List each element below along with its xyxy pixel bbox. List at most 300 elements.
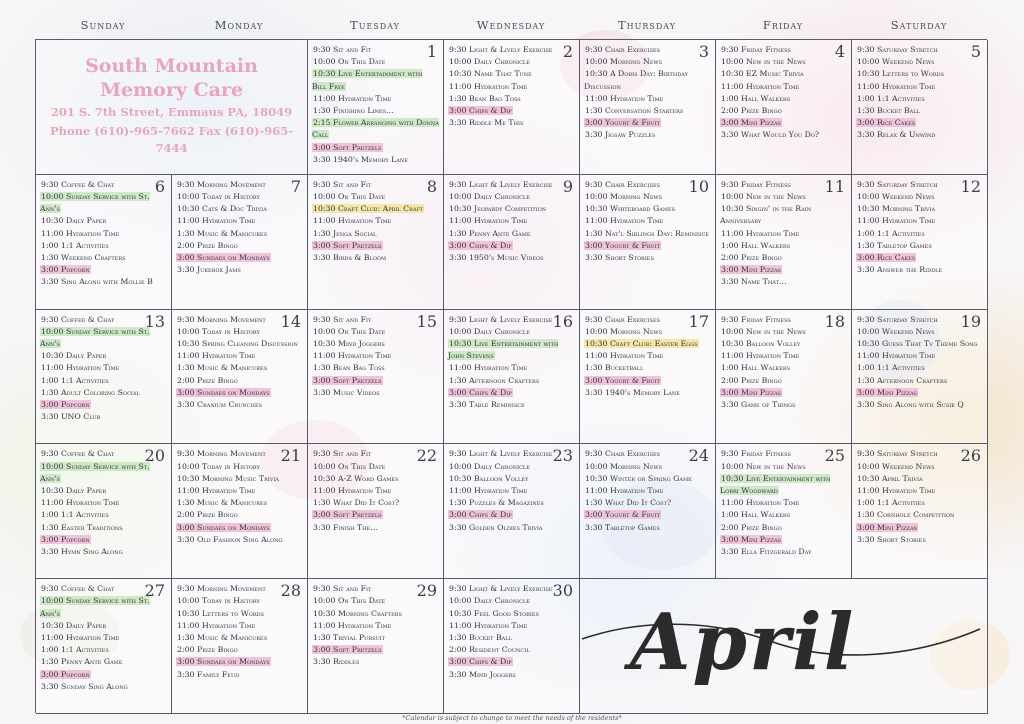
- event-text: 11:00 Hydration Time: [721, 498, 800, 508]
- event-item: [584, 68, 711, 92]
- event-item: [312, 522, 439, 534]
- day-cell: [852, 40, 988, 175]
- event-text: 9:30 Saturday Stretch: [857, 45, 938, 54]
- event-item: [312, 485, 439, 497]
- event-text: 1:00 Hall Walkers: [721, 363, 791, 373]
- event-text: 9:30 Chair Exercises: [585, 449, 661, 459]
- event-text: 3:30 1940's Memory Lane: [313, 154, 408, 164]
- event-item: [448, 228, 575, 240]
- event-text: 3:30 Table Reminisce: [449, 400, 525, 410]
- event-text: 3:30 Name That…: [721, 277, 787, 287]
- event-text: 10:30 Balloon Volley: [449, 473, 529, 483]
- event-text: 10:00 On This Date: [313, 57, 386, 67]
- event-text: 1:30 What Did It Cost?: [313, 498, 400, 508]
- event-item: [856, 387, 983, 399]
- event-item: [856, 497, 983, 509]
- event-item: [312, 375, 439, 387]
- event-text: 3:30 Old Fashion Sing Along: [177, 534, 283, 544]
- event-text: 11:00 Hydration Time: [585, 216, 664, 226]
- event-text: 10:00 Morning News: [585, 326, 663, 336]
- event-text: 9:30 Light & Lively Exercise: [449, 45, 553, 54]
- event-item: [312, 632, 439, 644]
- event-text: 3:30 Short Stories: [585, 253, 654, 263]
- event-text: 10:30 Letters to Words: [857, 69, 945, 79]
- day-cell: [308, 310, 444, 445]
- event-item: [40, 509, 167, 521]
- day-cell: [580, 444, 716, 579]
- day-cell: [172, 444, 308, 579]
- event-text: 1:30 Music & Manicures: [177, 498, 268, 508]
- event-text: 3:00 Soft Pretzels: [313, 645, 382, 655]
- event-item: [584, 375, 711, 387]
- event-text: 1:30 Music & Manicures: [177, 363, 268, 373]
- event-text: 3:30 Relax & Unwind: [857, 130, 936, 140]
- event-text: 3:30 Riddles: [313, 657, 360, 667]
- event-item: [856, 399, 983, 411]
- event-item: [312, 656, 439, 668]
- facility-name-line1: South Mountain: [85, 55, 258, 77]
- day-number: 15: [416, 311, 437, 331]
- event-text: 9:30 Coffee & Chat: [41, 449, 115, 459]
- event-text: 11:00 Hydration Time: [177, 620, 256, 630]
- day-number: 11: [824, 176, 845, 196]
- day-number: 19: [960, 311, 981, 331]
- event-item: [312, 620, 439, 632]
- month-name: April: [630, 597, 856, 689]
- event-item: [448, 632, 575, 644]
- event-text: 11:00 Hydration Time: [41, 228, 120, 238]
- event-text: 1:30 Afternoon Crafters: [857, 375, 948, 385]
- event-text: 9:30 Chair Exercises: [585, 179, 661, 189]
- event-text: 3:30 UNO Club: [41, 412, 101, 422]
- event-item: [176, 632, 303, 644]
- event-item: [584, 387, 711, 399]
- event-item: [40, 546, 167, 558]
- day-number: 27: [144, 581, 165, 601]
- event-item: [584, 228, 711, 240]
- event-item: [176, 534, 303, 546]
- day-cell: [308, 40, 444, 175]
- event-text: 3:30 Sunday Sing Along: [41, 681, 128, 691]
- event-item: [312, 228, 439, 240]
- event-text: 9:30 Saturday Stretch: [857, 449, 938, 459]
- event-item: [312, 608, 439, 620]
- event-text: 9:30 Coffee & Chat: [41, 179, 115, 189]
- event-text: 3:30 1950's Music Videos: [449, 253, 544, 263]
- event-item: [312, 509, 439, 521]
- event-item: [448, 44, 575, 56]
- event-text: 3:00 Sundaes on Mondays: [177, 253, 270, 263]
- event-item: [584, 252, 711, 264]
- event-item: [448, 375, 575, 387]
- event-text: 1:00 Hall Walkers: [721, 93, 791, 103]
- event-item: [584, 240, 711, 252]
- event-text: 1:00 1:1 Activities: [857, 498, 925, 508]
- day-cell: [580, 310, 716, 445]
- event-item: [40, 522, 167, 534]
- event-text: 10:00 Today in History: [177, 461, 260, 471]
- event-item: [856, 362, 983, 374]
- event-item: [720, 81, 847, 93]
- event-list: [580, 40, 715, 142]
- day-number: 8: [426, 176, 437, 196]
- event-text: 2:00 Prize Bingo: [721, 253, 782, 263]
- event-text: 1:30 Adult Coloring Social: [41, 387, 140, 397]
- footer-note: *Calendar is subject to change to meet the needs of the residents*: [402, 714, 622, 722]
- event-text: 10:30 A-Z Word Games: [313, 473, 399, 483]
- event-text: 9:30 Chair Exercises: [585, 314, 661, 324]
- event-text: 2:00 Prize Bingo: [721, 522, 782, 532]
- event-text: 11:00 Hydration Time: [313, 620, 392, 630]
- event-item: [40, 375, 167, 387]
- event-text: 10:30 April Trivia: [857, 473, 923, 483]
- event-text: 11:00 Hydration Time: [177, 216, 256, 226]
- event-text: 1:00 1:1 Activities: [41, 510, 109, 520]
- event-text: 3:30 Mind Joggers: [449, 669, 516, 679]
- event-text: 11:00 Hydration Time: [585, 486, 664, 495]
- event-text: 1:30 Penny Ante Game: [449, 228, 531, 238]
- event-item: [448, 522, 575, 534]
- event-item: [176, 608, 303, 620]
- event-text: 1:30 What Did It Cost?: [585, 498, 672, 508]
- event-text: 10:30 Live Entertainment with Lorri Woodward: [720, 473, 831, 495]
- event-text: 1:30 Weekend Crafters: [41, 253, 126, 263]
- event-item: [40, 632, 167, 644]
- event-text: 3:30 Cranium Crunches: [177, 400, 263, 410]
- event-item: [584, 203, 711, 215]
- event-text: 10:30 Jeopardy Competition: [449, 204, 547, 214]
- event-text: 1:30 Finishing Lines…: [313, 106, 394, 116]
- event-text: 3:00 Mini Pizzas: [857, 387, 917, 397]
- day-cell: [36, 175, 172, 310]
- event-item: [856, 240, 983, 252]
- event-text: 3:00 Sundaes on Mondays: [177, 657, 270, 667]
- event-text: 11:00 Hydration Time: [177, 486, 256, 495]
- event-text: 10:00 On This Date: [313, 461, 386, 471]
- event-text: 11:00 Hydration Time: [449, 620, 528, 630]
- event-list: [308, 175, 443, 264]
- day-number: 3: [698, 42, 709, 61]
- event-text: 2:00 Prize Bingo: [721, 375, 782, 385]
- event-item: [312, 44, 439, 56]
- event-text: 11:00 Hydration Time: [857, 81, 936, 91]
- day-number: 21: [280, 446, 301, 466]
- event-item: [856, 117, 983, 129]
- event-item: [312, 644, 439, 656]
- event-item: [448, 485, 575, 497]
- event-item: [584, 215, 711, 227]
- event-text: 10:00 Morning News: [585, 461, 663, 471]
- event-text: 3:30 Music Videos: [313, 387, 380, 397]
- event-text: 2:00 Prize Bingo: [177, 510, 238, 520]
- event-text: 9:30 Light & Lively Exercise: [449, 314, 553, 324]
- event-text: 10:00 New in the News: [721, 461, 806, 471]
- event-text: 3:00 Rice Cakes: [857, 253, 916, 263]
- event-item: [448, 252, 575, 264]
- event-item: [720, 203, 847, 227]
- day-cell: [444, 40, 580, 175]
- event-text: 10:30 Daily Paper: [41, 351, 107, 361]
- event-text: 2:00 Prize Bingo: [177, 240, 238, 250]
- event-text: 3:30 Birds & Bloom: [313, 253, 387, 263]
- event-item: [40, 387, 167, 399]
- day-cell: [36, 444, 172, 579]
- event-item: [448, 240, 575, 252]
- event-text: 9:30 Coffee & Chat: [41, 584, 115, 594]
- event-text: 1:30 Cornhole Competition: [857, 510, 955, 520]
- event-item: [856, 215, 983, 227]
- event-text: 9:30 Sit and Fit: [313, 314, 372, 324]
- event-item: [40, 399, 167, 411]
- event-text: 11:00 Hydration Time: [449, 81, 528, 91]
- event-text: 10:30 Daily Paper: [41, 486, 107, 495]
- event-text: 10:30 Feel Good Stories: [449, 608, 539, 618]
- event-item: [448, 68, 575, 80]
- event-text: 2:15 Flower Arranging with Donna Call: [312, 118, 439, 140]
- weekday-monday: Monday: [214, 18, 264, 32]
- event-item: [312, 142, 439, 154]
- event-item: [176, 387, 303, 399]
- day-number: 26: [960, 446, 981, 466]
- event-text: 1:00 1:1 Activities: [41, 240, 109, 250]
- event-item: [720, 228, 847, 240]
- event-item: [584, 105, 711, 117]
- event-text: 10:00 Today in History: [177, 192, 260, 201]
- day-cell: [308, 579, 444, 714]
- event-item: [584, 509, 711, 521]
- weekday-header: [35, 18, 987, 38]
- event-text: 11:00 Hydration Time: [41, 498, 120, 508]
- calendar-grid: [35, 39, 987, 713]
- event-item: [856, 375, 983, 387]
- event-item: [176, 522, 303, 534]
- event-text: 10:30 Guess That Tv Theme Song: [857, 339, 978, 348]
- event-text: 9:30 Friday Fitness: [721, 314, 791, 324]
- event-item: [856, 203, 983, 215]
- event-text: 3:00 Chips & Dip: [449, 510, 512, 520]
- day-cell: [444, 175, 580, 310]
- event-text: 1:30 Easter Traditions: [41, 522, 123, 532]
- event-text: 3:00 Soft Pretzels: [313, 510, 382, 520]
- weekday-wednesday: Wednesday: [476, 18, 546, 32]
- event-item: [40, 228, 167, 240]
- event-item: [176, 644, 303, 656]
- event-item: [448, 338, 575, 362]
- event-text: 1:00 Hall Walkers: [721, 240, 791, 250]
- event-text: 9:30 Sit and Fit: [313, 45, 372, 54]
- event-text: 1:00 1:1 Activities: [857, 363, 925, 373]
- event-item: [584, 117, 711, 129]
- event-item: [40, 620, 167, 632]
- day-cell: [36, 310, 172, 445]
- event-item: [312, 252, 439, 264]
- event-item: [584, 56, 711, 68]
- event-text: 3:00 Mini Pizzas: [857, 522, 917, 532]
- day-number: 17: [688, 311, 709, 331]
- event-text: 3:00 Sundaes on Mondays: [177, 387, 270, 397]
- day-cell: [172, 175, 308, 310]
- event-item: [448, 656, 575, 668]
- event-text: 3:30 Jigsaw Puzzles: [585, 130, 656, 140]
- event-text: 1:30 Jenga Social: [313, 228, 377, 238]
- event-text: 10:00 Sunday Service with St. Ann's: [40, 326, 150, 348]
- event-text: 9:30 Chair Exercises: [585, 45, 661, 54]
- event-item: [176, 497, 303, 509]
- event-text: 1:30 Music & Manicures: [177, 633, 268, 642]
- event-item: [448, 179, 575, 191]
- event-text: 10:30 Name That Tune: [449, 69, 532, 79]
- event-text: 3:00 Mini Pizzas: [721, 118, 781, 128]
- event-item: [720, 546, 847, 558]
- event-text: 3:30 Finish The…: [313, 522, 378, 532]
- event-text: 3:30 Family Feud: [177, 669, 240, 679]
- event-list: [172, 175, 307, 277]
- event-item: [40, 252, 167, 264]
- day-number: 25: [824, 446, 845, 466]
- event-item: [448, 387, 575, 399]
- facility-phone: Phone (610)-965-7662 Fax (610)-965-7444: [49, 124, 294, 155]
- event-list: [444, 40, 579, 129]
- event-item: [40, 485, 167, 497]
- event-item: [312, 68, 439, 92]
- event-item: [176, 228, 303, 240]
- day-cell: [444, 444, 580, 579]
- day-cell: [172, 310, 308, 445]
- event-item: [584, 129, 711, 141]
- event-text: 10:00 Weekend News: [857, 192, 935, 201]
- event-item: [584, 485, 711, 497]
- event-text: 2:00 Prize Bingo: [721, 106, 782, 116]
- event-text: 11:00 Hydration Time: [313, 93, 392, 103]
- day-number: 18: [824, 311, 845, 331]
- event-item: [448, 117, 575, 129]
- event-item: [176, 203, 303, 215]
- event-item: [176, 179, 303, 191]
- event-item: [720, 117, 847, 129]
- event-item: [448, 509, 575, 521]
- event-item: [312, 338, 439, 350]
- event-text: 10:00 Today in History: [177, 596, 260, 606]
- event-item: [720, 105, 847, 117]
- event-text: 3:00 Sundaes on Mondays: [177, 522, 270, 532]
- day-cell: [580, 175, 716, 310]
- event-item: [856, 473, 983, 485]
- day-number: 29: [416, 581, 437, 601]
- day-number: 13: [144, 311, 165, 331]
- day-number: 24: [688, 446, 709, 466]
- day-cell: [308, 175, 444, 310]
- event-text: 1:00 1:1 Activities: [857, 228, 925, 238]
- day-number: 2: [562, 42, 573, 61]
- event-text: 3:00 Soft Pretzels: [313, 240, 382, 250]
- event-item: [176, 485, 303, 497]
- event-item: [176, 191, 303, 203]
- day-number: 9: [562, 176, 573, 196]
- event-text: 3:30 1940's Memory Lane: [585, 387, 680, 397]
- event-item: [720, 338, 847, 350]
- event-list: [444, 175, 579, 264]
- event-text: 3:00 Popcorn: [41, 669, 90, 679]
- event-text: 9:30 Morning Movement: [177, 179, 266, 189]
- day-cell: [716, 40, 852, 175]
- day-number: 22: [416, 446, 437, 466]
- event-text: 3:00 Popcorn: [41, 534, 90, 544]
- day-number: 23: [552, 446, 573, 466]
- event-text: 10:30 Live Entertainment with Bill Frye: [312, 69, 423, 91]
- event-text: 10:00 Daily Chronicle: [449, 461, 530, 471]
- event-text: 10:30 A Doris Day: Birthday Discussion: [584, 69, 688, 91]
- event-item: [856, 105, 983, 117]
- event-item: [40, 240, 167, 252]
- event-text: 10:30 Morning Music Trivia: [177, 473, 280, 483]
- event-item: [448, 56, 575, 68]
- event-text: 10:30 Singin' in the Rain Anniversary: [720, 204, 812, 226]
- event-text: 1:00 Hall Walkers: [721, 510, 791, 520]
- event-text: 10:00 Weekend News: [857, 326, 935, 336]
- event-text: 10:30 EZ Music Trivia: [721, 69, 804, 79]
- event-text: 11:00 Hydration Time: [313, 486, 392, 495]
- event-text: 3:00 Yogurt & Fruit: [585, 510, 661, 520]
- event-item: [720, 240, 847, 252]
- event-text: 10:00 Sunday Service with St. Ann's: [40, 596, 150, 618]
- event-item: [312, 56, 439, 68]
- event-item: [312, 179, 439, 191]
- event-text: 11:00 Hydration Time: [721, 228, 800, 238]
- event-item: [448, 215, 575, 227]
- event-item: [584, 522, 711, 534]
- event-item: [720, 56, 847, 68]
- event-item: [176, 620, 303, 632]
- event-text: 9:30 Sit and Fit: [313, 179, 372, 189]
- day-number: 5: [970, 42, 981, 61]
- day-cell: [172, 579, 308, 714]
- event-item: [720, 362, 847, 374]
- event-text: 10:00 New in the News: [721, 57, 806, 67]
- event-text: 3:30 Golden Oldies Trivia: [449, 522, 543, 532]
- day-number: 20: [144, 446, 165, 466]
- event-item: [720, 276, 847, 288]
- event-item: [856, 68, 983, 80]
- event-item: [40, 497, 167, 509]
- event-text: 10:00 Sunday Service with St. Ann's: [40, 192, 150, 214]
- event-item: [856, 81, 983, 93]
- event-item: [40, 276, 167, 288]
- facility-name-line2: Memory Care: [99, 79, 244, 101]
- event-item: [176, 252, 303, 264]
- event-text: 3:30 Game of Things: [721, 400, 796, 410]
- event-text: 3:30 Hymn Sing Along: [41, 547, 123, 557]
- event-item: [312, 387, 439, 399]
- event-text: 3:00 Chips & Dip: [449, 657, 512, 667]
- event-item: [312, 203, 439, 215]
- event-text: 3:00 Popcorn: [41, 265, 90, 275]
- event-list: [36, 175, 171, 289]
- event-text: 10:00 Today in History: [177, 326, 260, 336]
- weekday-saturday: Saturday: [890, 18, 948, 32]
- event-text: 3:00 Soft Pretzels: [313, 142, 382, 152]
- weekday-thursday: Thursday: [617, 18, 677, 32]
- event-item: [312, 117, 439, 141]
- event-item: [720, 44, 847, 56]
- event-item: [856, 522, 983, 534]
- event-text: 1:30 Bean Bag Toss: [449, 93, 521, 103]
- day-cell: [716, 444, 852, 579]
- event-text: 11:00 Hydration Time: [857, 351, 936, 361]
- event-item: [176, 215, 303, 227]
- event-item: [448, 473, 575, 485]
- event-item: [720, 399, 847, 411]
- event-item: [720, 93, 847, 105]
